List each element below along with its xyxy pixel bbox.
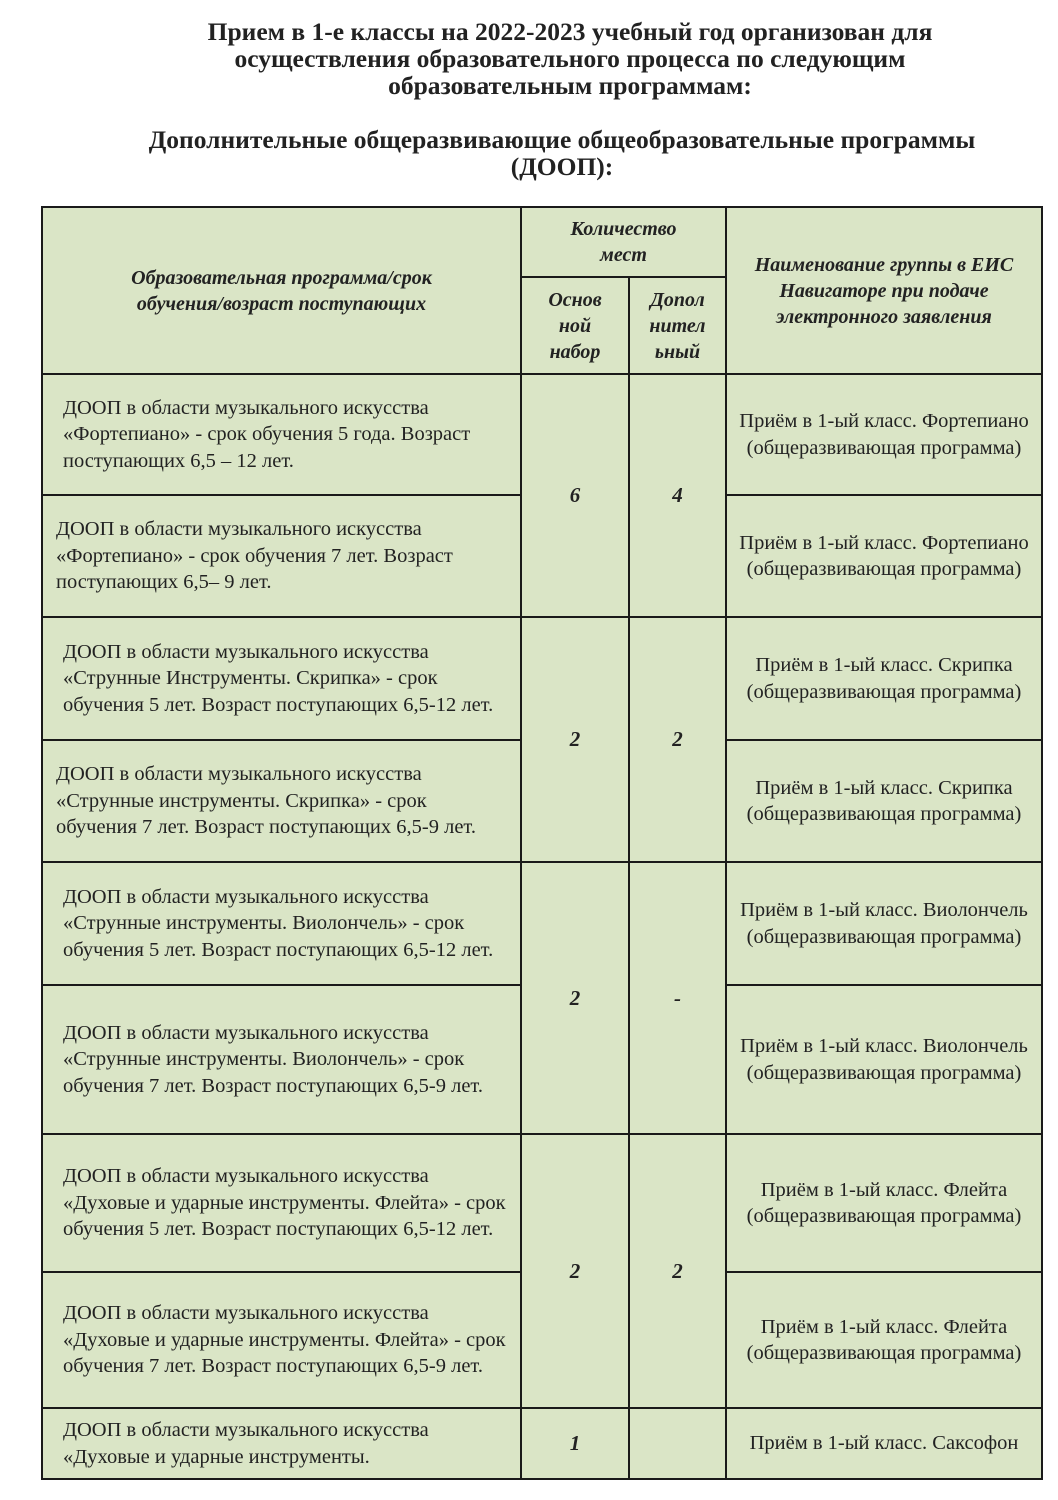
title-line: образовательным программам: <box>388 71 752 100</box>
main-set-cell: 2 <box>521 617 629 862</box>
program-cell: ДООП в области музыкального искусства «Фортепиано» - срок обучения 5 года. Возраст поступающих 6,5 – 12 лет. <box>42 374 521 495</box>
subtitle-line: Дополнительные общеразвивающие общеобразовательные программы <box>148 125 976 154</box>
group-cell: Приём в 1-ый класс. Фортепиано (общеразвивающая программа) <box>726 495 1042 617</box>
program-cell: ДООП в области музыкального искусства «Струнные инструменты. Скрипка» - срок обучения 7 лет. Возраст поступающих 6,5-9 лет. <box>42 740 521 862</box>
group-cell: Приём в 1-ый класс. Скрипка (общеразвивающая программа) <box>726 740 1042 862</box>
table-row <box>42 617 1042 740</box>
table-row <box>42 862 1042 985</box>
program-cell: ДООП в области музыкального искусства «Струнные Инструменты. Скрипка» - срок обучения 5 лет. Возраст поступающих 6,5-12 лет. <box>42 617 521 740</box>
group-cell: Приём в 1-ый класс. Скрипка (общеразвивающая программа) <box>726 617 1042 740</box>
title-line: осуществления образовательного процесса по следующим <box>234 44 906 73</box>
group-cell: Приём в 1-ый класс. Саксофон <box>726 1408 1042 1479</box>
additional-cell: - <box>629 862 726 1134</box>
subtitle-line: (ДООП): <box>510 152 614 181</box>
page-title <box>20 18 1058 99</box>
group-cell: Приём в 1-ый класс. Фортепиано (общеразвивающая программа) <box>726 374 1042 495</box>
program-cell: ДООП в области музыкального искусства «Фортепиано» - срок обучения 7 лет. Возраст поступающих 6,5– 9 лет. <box>42 495 521 617</box>
program-cell: ДООП в области музыкального искусства «Струнные инструменты. Виолончель» - срок обучения 5 лет. Возраст поступающих 6,5-12 лет. <box>42 862 521 985</box>
program-cell: ДООП в области музыкального искусства «Духовые и ударные инструменты. Флейта» - срок обучения 7 лет. Возраст поступающих 6,5-9 лет. <box>42 1272 521 1408</box>
additional-cell <box>629 1408 726 1479</box>
section-title <box>0 126 1058 180</box>
group-cell: Приём в 1-ый класс. Флейта (общеразвивающая программа) <box>726 1134 1042 1272</box>
admission-table <box>41 206 1043 1480</box>
table-row <box>42 1134 1042 1272</box>
group-cell: Приём в 1-ый класс. Виолончель (общеразвивающая программа) <box>726 862 1042 985</box>
header-additional: Допол нител ьный <box>629 277 726 374</box>
group-cell: Приём в 1-ый класс. Виолончель (общеразвивающая программа) <box>726 985 1042 1134</box>
table-header-row <box>42 207 1042 277</box>
table-row <box>42 1408 1042 1479</box>
title-line: Прием в 1-е классы на 2022-2023 учебный год организован для <box>207 17 933 46</box>
main-set-cell: 1 <box>521 1408 629 1479</box>
additional-cell: 2 <box>629 1134 726 1408</box>
additional-cell: 4 <box>629 374 726 617</box>
program-cell: ДООП в области музыкального искусства «Духовые и ударные инструменты. Флейта» - срок обучения 5 лет. Возраст поступающих 6,5-12 лет. <box>42 1134 521 1272</box>
program-cell: ДООП в области музыкального искусства «Струнные инструменты. Виолончель» - срок обучения 7 лет. Возраст поступающих 6,5-9 лет. <box>42 985 521 1134</box>
main-set-cell: 6 <box>521 374 629 617</box>
program-cell: ДООП в области музыкального искусства «Духовые и ударные инструменты. <box>42 1408 521 1479</box>
header-places: Количество мест <box>521 207 726 277</box>
header-group-name: Наименование группы в ЕИС Навигаторе при подаче электронного заявления <box>726 207 1042 374</box>
group-cell: Приём в 1-ый класс. Флейта (общеразвивающая программа) <box>726 1272 1042 1408</box>
header-main-set: Основ ной набор <box>521 277 629 374</box>
main-set-cell: 2 <box>521 1134 629 1408</box>
main-set-cell: 2 <box>521 862 629 1134</box>
table-row <box>42 374 1042 495</box>
additional-cell: 2 <box>629 617 726 862</box>
header-program: Образовательная программа/срок обучения/возраст поступающих <box>42 207 521 374</box>
